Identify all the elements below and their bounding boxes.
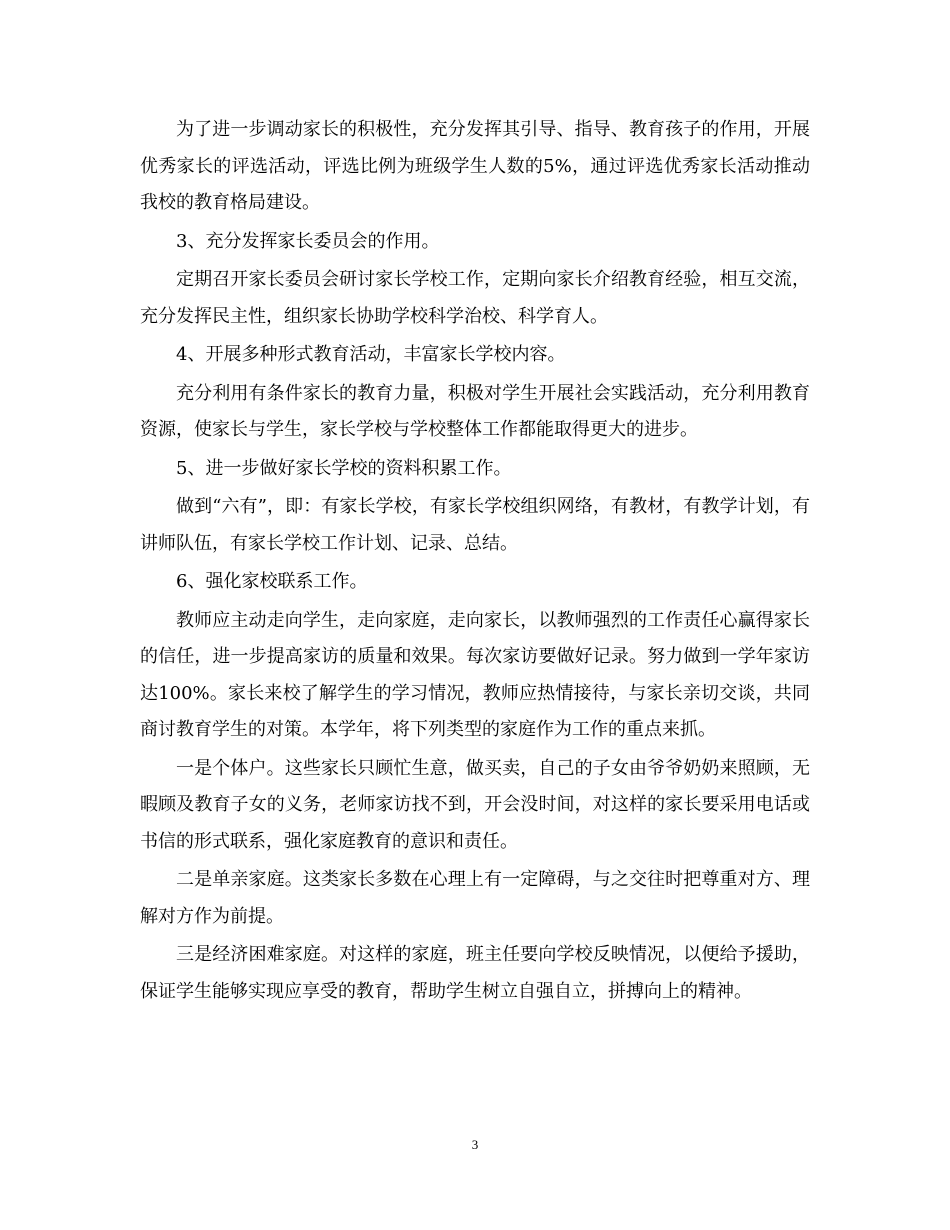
section-heading: 4、开展多种形式教育活动，丰富家长学校内容。 (176, 344, 566, 365)
paragraph: 二是单亲家庭。这类家长多数在心理上有一定障碍，与之交往时把尊重对方、理解对方作为前提。 (140, 869, 810, 927)
paragraph: 一是个体户。这些家长只顾忙生意，做买卖，自己的子女由爷爷奶奶来照顾，无暇顾及教育子女的义务，老师家访找不到，开会没时间，对这样的家长要采用电话或书信的形式联系，强化家庭教育的意识和责任。 (140, 757, 810, 852)
document-body (140, 112, 810, 1012)
paragraph: 三是经济困难家庭。对这样的家庭，班主任要向学校反映情况，以便给予援助，保证学生能够实现应享受的教育，帮助学生树立自强自立，拼搏向上的精神。 (140, 944, 810, 1002)
section-heading: 6、强化家校联系工作。 (176, 571, 368, 592)
paragraph: 定期召开家长委员会研讨家长学校工作，定期向家长介绍教育经验，相互交流，充分发挥民主性，组织家长协助学校科学治校、科学育人。 (140, 269, 810, 327)
section-heading: 3、充分发挥家长委员会的作用。 (176, 230, 440, 252)
paragraph: 充分利用有条件家长的教育力量，积极对学生开展社会实践活动，充分利用教育资源，使家长与学生，家长学校与学校整体工作都能取得更大的进步。 (140, 382, 810, 440)
paragraph: 做到“六有”，即：有家长学校，有家长学校组织网络，有教材，有教学计划，有讲师队伍，有家长学校工作计划、记录、总结。 (140, 496, 810, 554)
section-heading: 5、进一步做好家长学校的资料积累工作。 (176, 457, 512, 479)
paragraph: 教师应主动走向学生，走向家庭，走向家长，以教师强烈的工作责任心赢得家长的信任，进一步提高家访的质量和效果。每次家访要做好记录。努力做到一学年家访达100%。家长来校了解学生的学习情况，教师应热情接待，与家长亲切交谈，共同商讨教育学生的对策。本学年，将下列类型的家庭作为工作的重点来抓。 (140, 609, 810, 740)
page-number: 3 (471, 1137, 479, 1152)
paragraph: 为了进一步调动家长的积极性，充分发挥其引导、指导、教育孩子的作用，开展优秀家长的评选活动，评选比例为班级学生人数的5%，通过评选优秀家长活动推动我校的教育格局建设。 (140, 119, 810, 213)
